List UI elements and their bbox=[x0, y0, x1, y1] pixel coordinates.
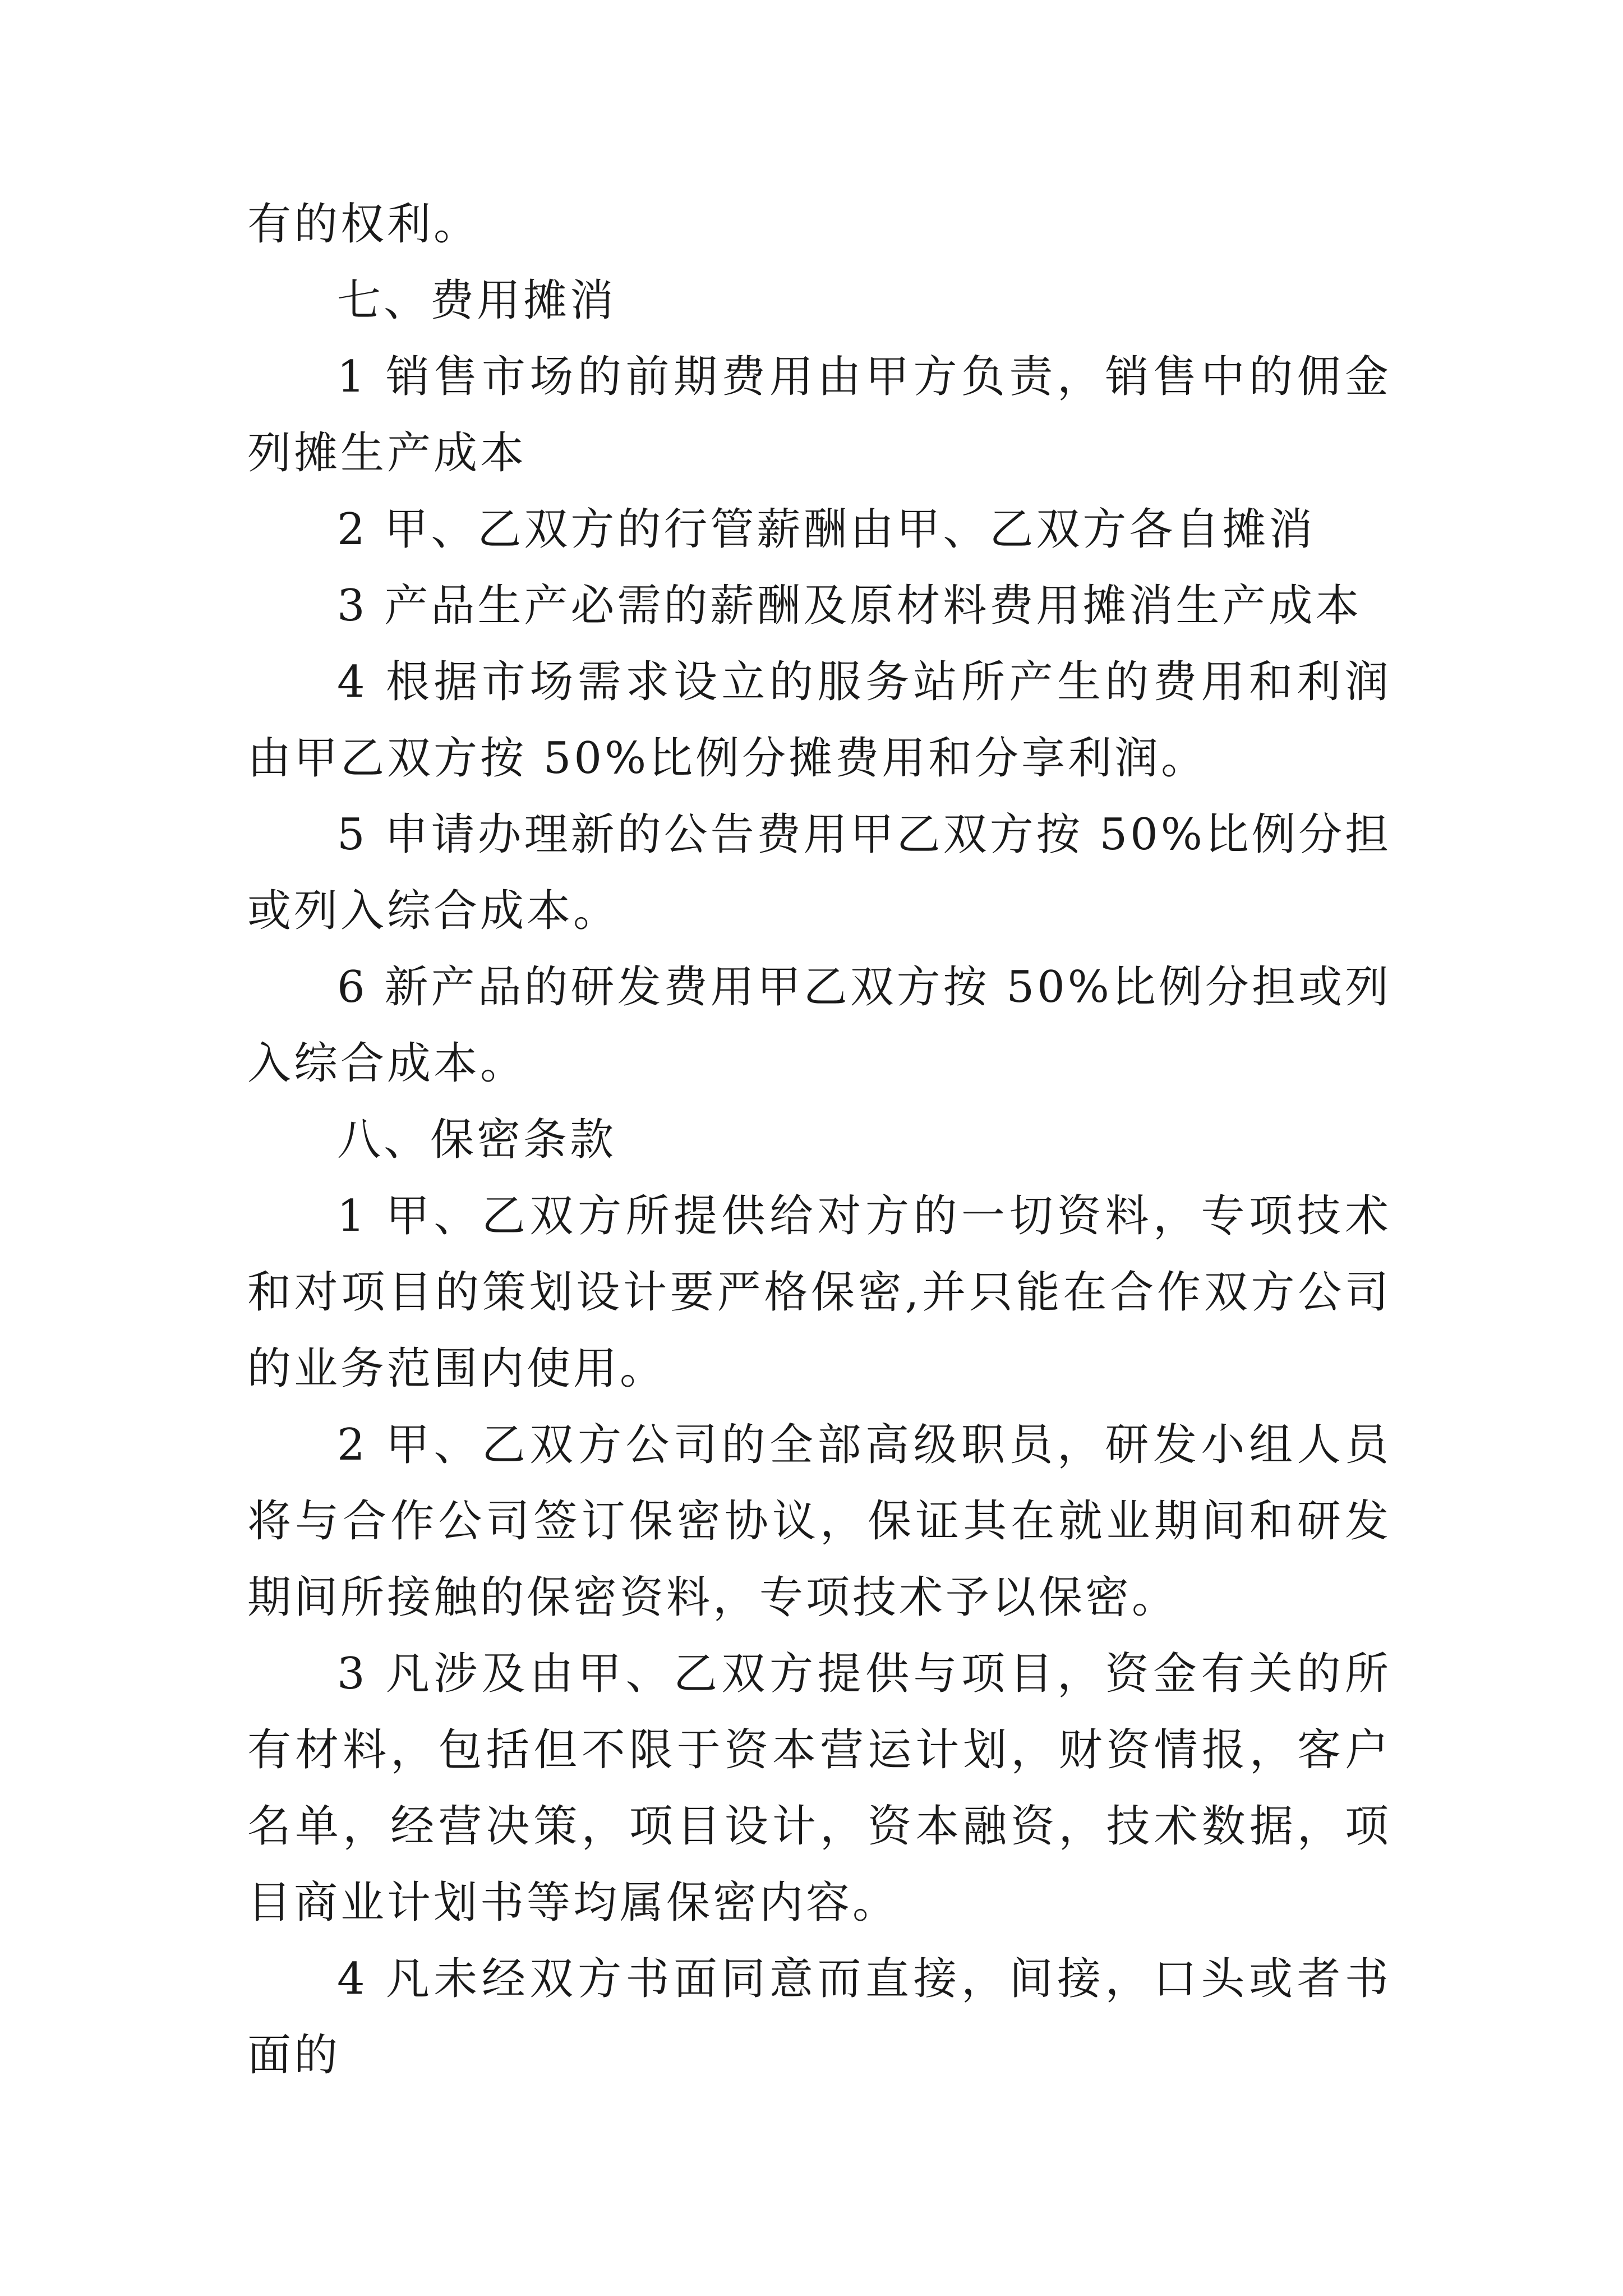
paragraph: 2 甲、乙双方的行管薪酬由甲、乙双方各自摊消 bbox=[337, 504, 1316, 555]
document-body bbox=[247, 186, 1391, 2093]
paragraph: 4 凡未经双方书面同意而直接，间接，口头或者书面的 bbox=[247, 1954, 1391, 2081]
paragraph: 3 产品生产必需的薪酬及原材料费用摊消生产成本 bbox=[337, 581, 1362, 631]
paragraph: 1 销售市场的前期费用由甲方负责，销售中的佣金列摊生产成本 bbox=[247, 352, 1391, 478]
section-heading-confidentiality: 八、保密条款 bbox=[337, 1115, 617, 1165]
paragraph: 6 新产品的研发费用甲乙双方按 50%比例分担或列入综合成本。 bbox=[247, 962, 1391, 1089]
paragraph: 有的权利。 bbox=[247, 199, 481, 250]
section-heading-expense-sharing: 七、费用摊消 bbox=[337, 275, 617, 326]
paragraph: 4 根据市场需求设立的服务站所产生的费用和利润由甲乙双方按 50%比例分摊费用和分享利润。 bbox=[247, 657, 1391, 784]
paragraph: 3 凡涉及由甲、乙双方提供与项目，资金有关的所有材料，包括但不限于资本营运计划，财资情报，客户名单，经营决策，项目设计，资本融资，技术数据，项目商业计划书等均属保密内容。 bbox=[247, 1649, 1391, 1928]
paragraph: 1 甲、乙双方所提供给对方的一切资料，专项技术和对项目的策划设计要严格保密,并只能在合作双方公司的业务范围内使用。 bbox=[247, 1191, 1391, 1394]
paragraph: 2 甲、乙双方公司的全部高级职员，研发小组人员将与合作公司签订保密协议，保证其在就业期间和研发期间所接触的保密资料，专项技术予以保密。 bbox=[247, 1420, 1391, 1623]
paragraph: 5 申请办理新的公告费用甲乙双方按 50%比例分担或列入综合成本。 bbox=[247, 809, 1391, 936]
